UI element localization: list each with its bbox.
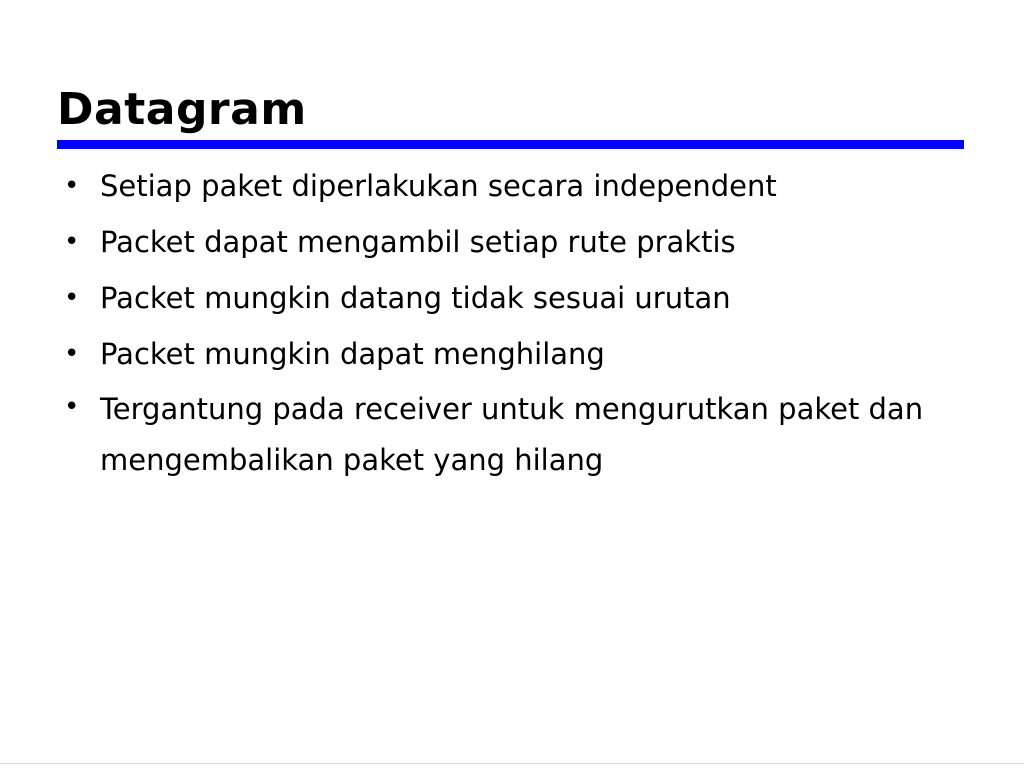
bullet-icon: • <box>64 227 80 257</box>
slide-title: Datagram <box>57 84 307 135</box>
bullet-text: Packet dapat mengambil setiap rute praktis <box>100 225 736 259</box>
bullet-text: Packet mungkin datang tidak sesuai urutan <box>100 281 731 315</box>
bullet-icon: • <box>64 283 80 313</box>
bullet-icon: • <box>64 339 80 369</box>
bullet-icon: • <box>64 392 80 422</box>
bullet-item <box>60 270 960 326</box>
bullet-item <box>60 214 960 270</box>
bullet-item <box>60 382 930 486</box>
title-underline <box>57 140 964 149</box>
bullet-list <box>60 158 960 486</box>
bullet-text: Tergantung pada receiver untuk mengurutkan paket dan mengembalikan paket yang hilang <box>100 392 924 477</box>
bullet-icon: • <box>64 171 80 201</box>
bullet-item <box>60 158 960 214</box>
bottom-divider <box>0 763 1024 764</box>
bullet-text: Setiap paket diperlakukan secara independent <box>100 169 777 203</box>
bullet-text: Packet mungkin dapat menghilang <box>100 337 605 371</box>
bullet-item <box>60 326 960 382</box>
